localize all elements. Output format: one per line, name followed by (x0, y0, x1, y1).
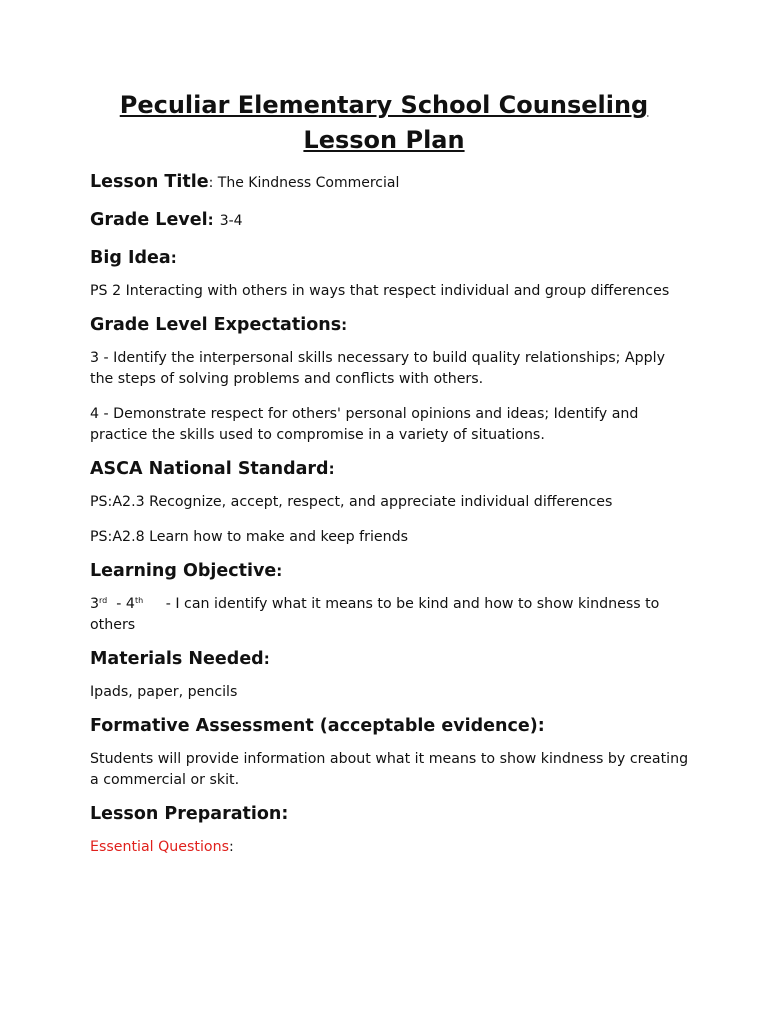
gle-label: Grade Level Expectations (90, 315, 342, 335)
big-idea-text: PS 2 Interacting with others in ways that respect individual and group differences (90, 283, 670, 299)
lesson-plan-document (90, 88, 690, 858)
asca-heading (90, 457, 690, 481)
asca-standard-1: PS:A2.3 Recognize, accept, respect, and appreciate individual differences (90, 494, 613, 510)
lesson-title-label: Lesson Title (90, 172, 209, 192)
objective-sup-a: rd (99, 596, 108, 605)
objective-heading (90, 559, 690, 583)
essential-questions-row (90, 837, 690, 858)
gle-grade-3: 3 - Identify the interpersonal skills necessary to build quality relationships; Apply the steps of solving problems and conflicts with others. (90, 350, 665, 387)
formative-text: Students will provide information about what it means to show kindness by creating a commercial or skit. (90, 751, 689, 788)
big-idea-label: Big Idea (90, 248, 171, 268)
objective-grade-b: - 4 (107, 596, 135, 612)
title-line-2: Lesson Plan (303, 126, 465, 154)
asca-label: ASCA National Standard (90, 459, 329, 479)
document-title (78, 88, 690, 158)
grade-level-label: Grade Level (90, 210, 208, 230)
grade-level-row (90, 208, 690, 233)
formative-heading: Formative Assessment (acceptable evidence): (90, 716, 545, 736)
objective-sup-b: th (134, 596, 144, 605)
big-idea-heading (90, 246, 690, 270)
prep-heading: Lesson Preparation: (90, 804, 289, 824)
grade-level-colon: : (207, 211, 214, 229)
gle-grade-4: 4 - Demonstrate respect for others' personal opinions and ideas; Identify and practice the skills used to compromise in a variety of situations. (90, 406, 639, 443)
objective-grade-a: 3 (90, 596, 100, 612)
grade-level-value: 3-4 (219, 213, 243, 229)
materials-text: Ipads, paper, pencils (90, 684, 238, 700)
objective-text (90, 594, 690, 636)
gle-heading (90, 313, 690, 337)
essential-questions-label: Essential Questions (90, 839, 229, 855)
materials-colon: : (263, 650, 270, 668)
big-idea-colon: : (170, 249, 177, 267)
lesson-title-row (90, 170, 690, 195)
title-line-1: Peculiar Elementary School Counseling (119, 91, 649, 119)
materials-label: Materials Needed (90, 649, 264, 669)
asca-standard-2: PS:A2.8 Learn how to make and keep friends (90, 529, 409, 545)
essential-questions-colon: : (228, 839, 234, 855)
objective-colon: : (276, 562, 283, 580)
objective-statement: - I can identify what it means to be kind and how to show kindness to others (90, 596, 664, 633)
gle-colon: : (341, 316, 348, 334)
lesson-title-value: : The Kindness Commercial (208, 175, 400, 191)
objective-label: Learning Objective (90, 561, 277, 581)
asca-colon: : (328, 460, 335, 478)
materials-heading (90, 647, 690, 671)
